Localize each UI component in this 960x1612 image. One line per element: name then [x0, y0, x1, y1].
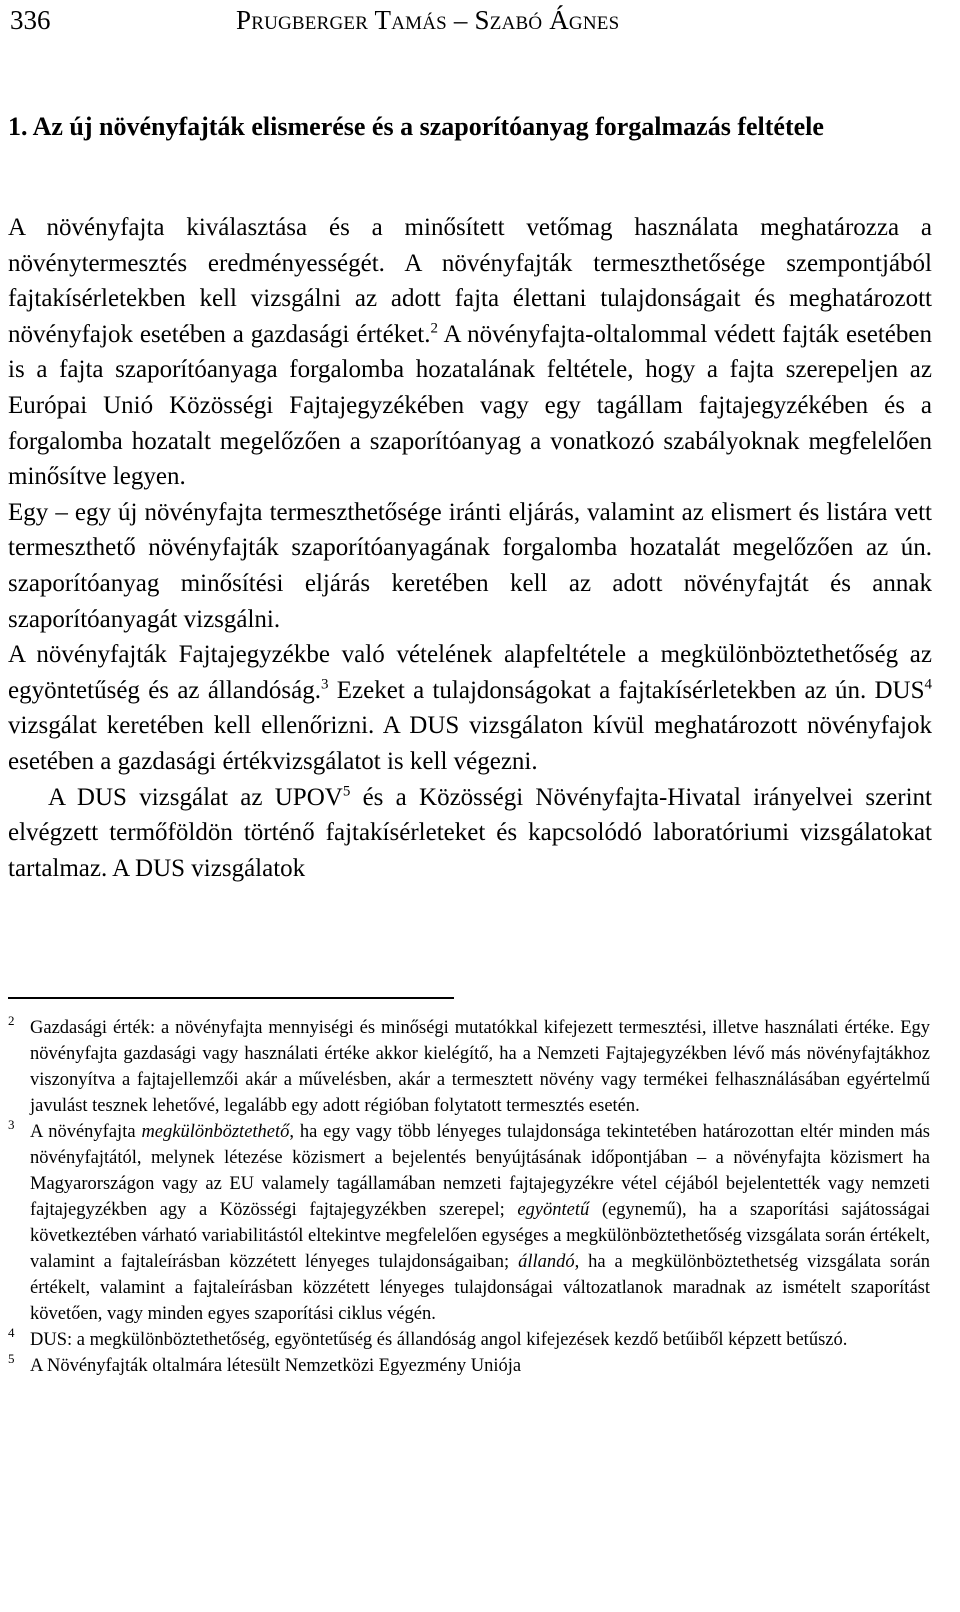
footnote-ref-5[interactable]: 5 — [342, 783, 351, 800]
header-authors: Prugberger Tamás – Szabó Ágnes — [236, 5, 620, 35]
section-heading: 1. Az új növényfajták elismerése és a szaporítóanyag forgalmazás feltétele — [8, 112, 824, 141]
footnote-5 — [8, 1353, 930, 1379]
footnote-3-text-b: , ha egy vagy több lényeges tulajdonsága tekintetében határozottan eltér minden más növényfajtától, melynek létezése közismert a bejelentés benyújtásának időpontjában – a növényfajta közismert ha Magyarországon vagy az EU valamely tagállamában nemzeti fajtajegyzékre vétel céjából bejelentették vagy nemzeti fajtajegyzékben agy a Közösségi fajtajegyzékben szerepel; — [30, 1122, 930, 1220]
footnote-5-text: A Növényfajták oltalmára létesült Nemzetközi Egyezmény Uniója — [30, 1356, 522, 1376]
footnote-5-number: 5 — [8, 1351, 15, 1366]
running-header — [0, 0, 960, 44]
footnote-3-text — [30, 1119, 930, 1327]
footnote-ref-3[interactable]: 3 — [320, 676, 329, 693]
paragraph-1-text-a: A növényfajta kiválasztása és a minősített vetőmag használata meghatározza a növénytermesztés eredményességét. A növényfajták termeszthetősége szempontjából fajtakísérletekben kell vizsgálni az adott fajta élettani tulajdonságait és meghatározott növényfajok esetében a gazdasági értéket. — [8, 214, 932, 348]
footnotes — [8, 1015, 930, 1379]
footnote-4 — [8, 1327, 930, 1353]
paragraph-3-text-a: A növényfajták Fajtajegyzékbe való vételének alapfeltétele a megkülönböztethetőség az egyöntetűség és az állandóság. — [8, 641, 932, 704]
paragraph-4 — [8, 780, 932, 887]
paragraph-1-text-b: A növényfajta-oltalommal védett fajták esetében is a fajta szaporítóanyaga forgalomba hozatalának feltétele, hogy a fajta szerepeljen az Európai Unió Közösségi Fajtajegyzékében vagy egy tagállam fajtajegyzékében és a forgalomba hozatalt megelőzően a szaporítóanyag a vonatkozó szabályoknak megfelelően minősítve legyen. — [8, 320, 932, 491]
footnote-2-number: 2 — [8, 1013, 15, 1028]
term-uniform: egyöntetű — [517, 1200, 590, 1220]
paragraph-3-text-c: vizsgálat keretében kell ellenőrizni. A DUS vizsgálaton kívül meghatározott növényfajok esetében a gazdasági értékvizsgálatot is kell végezni. — [8, 712, 932, 775]
paragraph-3 — [8, 637, 932, 779]
footnote-ref-4[interactable]: 4 — [924, 676, 932, 693]
footnote-4-text: DUS: a megkülönböztethetőség, egyöntetűség és állandóság angol kifejezések kezdő betűiből képzett betűszó. — [30, 1330, 848, 1350]
paragraph-1 — [8, 210, 932, 495]
footnote-3-text-a: A növényfajta — [30, 1122, 142, 1142]
paragraph-3-text-b: Ezeket a tulajdonságokat a fajtakísérletekben az ún. DUS — [328, 676, 925, 704]
footnote-3-text-c: (egynemű), ha a szaporítási sajátosságai következtében várható variabilitástól eltekintve megfelelően egységes a megkülönböztethetőség vizsgálata során értékelt, valamint a fajtaleírásban közzétett lényeges tulajdonságaiban; — [30, 1200, 930, 1272]
footnote-2-text: Gazdasági érték: a növényfajta mennyiségi és minőségi mutatókkal kifejezett termesztési, illetve használati értéke. Egy növényfajta gazdasági vagy használati értéke akkor kielégítő, ha a Nemzeti Fajtajegyzékben lévő más növényfajtákhoz viszonyítva a fajtajellemzői akár a művelésben, akár a termesztett növény vagy termékei felhasználásában egyértelmű javulást tesznek lehetővé, legalább egy adott régióban folytatott termesztés esetén. — [30, 1018, 930, 1116]
paragraph-2: Egy – egy új növényfajta termeszthetősége iránti eljárás, valamint az elismert és listára vett termeszthető növényfajták szaporítóanyagának forgalomba hozatalát megelőzően az ún. szaporítóanyag minősítési eljárás keretében kell az adott növényfajtát és annak szaporítóanyagát vizsgálni. — [8, 498, 932, 633]
paragraph-4-text-a: A DUS vizsgálat az UPOV — [48, 783, 343, 811]
footnote-3 — [8, 1119, 930, 1327]
footnote-3-text-d: , ha a megkülönböztethetség vizsgálata során értékelt, valamint a fajtaleírásban közzétett lényeges tulajdonságai változatlanok maradnak az ismételt szaporítást követően, vagy minden egyes szaporítási ciklus végén. — [30, 1252, 930, 1324]
body-text — [8, 210, 932, 886]
footnote-separator — [8, 997, 454, 999]
footnote-ref-2[interactable]: 2 — [430, 320, 438, 337]
footnote-4-number: 4 — [8, 1325, 15, 1340]
page-number: 336 — [10, 5, 51, 35]
footnote-3-number: 3 — [8, 1117, 15, 1132]
term-stable: állandó — [518, 1252, 575, 1272]
paragraph-4-text-b: és a Közösségi Növényfajta-Hivatal irányelvei szerint elvégzett termőföldön történő fajtakísérleteket és kapcsolódó laboratóriumi vizsgálatokat tartalmaz. A DUS vizsgálatok — [8, 783, 932, 882]
term-distinct: megkülönböztethető — [141, 1122, 290, 1142]
footnote-2 — [8, 1015, 930, 1119]
